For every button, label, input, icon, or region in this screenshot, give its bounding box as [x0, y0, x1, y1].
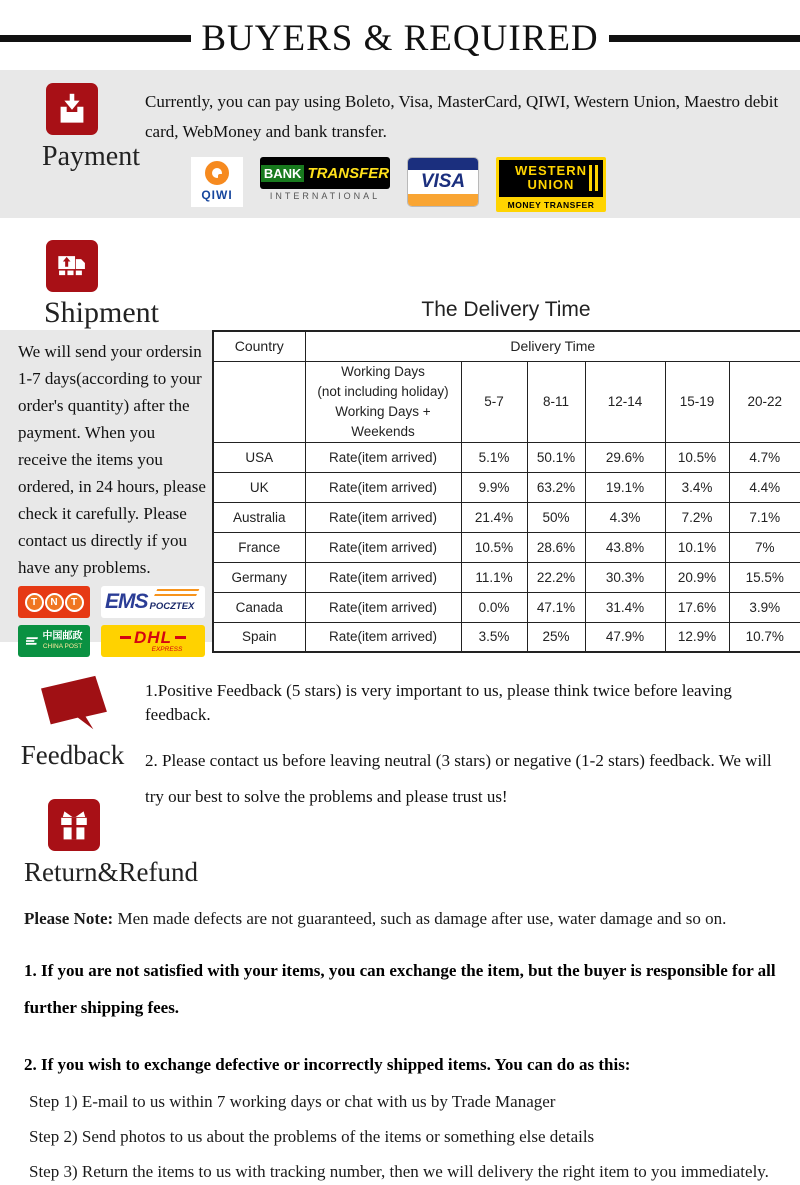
- payment-logos: [191, 157, 782, 212]
- return-refund-label: Return&Refund: [24, 857, 198, 887]
- payment-section: [0, 70, 800, 218]
- shipment-truck-icon: [46, 240, 98, 292]
- shipment-note-panel: [0, 330, 212, 653]
- dhl-logo: DHL EXPRESS: [101, 625, 205, 657]
- feedback-heading-block: [0, 669, 145, 785]
- return-step-3: Step 3) Return the items to us with tracking number, then we will delivery the right item to you immediately.: [29, 1162, 769, 1181]
- qiwi-q-icon: [205, 161, 229, 185]
- payment-icon: [46, 83, 98, 135]
- ems-stripes-icon: [153, 589, 200, 599]
- return-policy-2-heading: 2. If you wish to exchange defective or incorrectly shipped items. You can do as this:: [24, 1055, 631, 1074]
- table-row: Germany Rate(item arrived) 11.1% 22.2% 30.3% 20.9% 15.5%: [213, 562, 800, 592]
- delivery-time-title: The Delivery Time: [421, 298, 591, 321]
- shipment-label: Shipment: [44, 296, 160, 329]
- table-row: USA Rate(item arrived) 5.1% 50.1% 29.6% 10.5% 4.7%: [213, 442, 800, 472]
- bank-transfer-logo: [260, 157, 390, 201]
- ems-pocztex-logo: EMS POCZTEX: [101, 586, 205, 618]
- header: [0, 0, 800, 70]
- table-row: Canada Rate(item arrived) 0.0% 47.1% 31.4% 17.6% 3.9%: [213, 592, 800, 622]
- payment-label: Payment: [42, 141, 140, 172]
- wu-line2: UNION: [527, 177, 575, 192]
- range-header: 20-22: [729, 361, 800, 442]
- bank-transfer-word2: TRANSFER: [307, 164, 390, 182]
- qiwi-logo: [191, 157, 243, 207]
- payment-description: Currently, you can pay using Boleto, Visa, MasterCard, QIWI, Western Union, Maestro debit card, WebMoney and bank transfer.: [145, 92, 779, 141]
- payment-heading-block: [0, 83, 145, 218]
- shipment-section: [0, 218, 800, 653]
- return-steps: [24, 1088, 782, 1185]
- feedback-content: [145, 669, 800, 806]
- return-note: Please Note: Men made defects are not guaranteed, such as damage after use, water damage and so on.: [24, 909, 727, 928]
- feedback-bubble-icon: [33, 673, 113, 735]
- bank-transfer-sub: INTERNATIONAL: [269, 191, 381, 201]
- china-post-emblem-icon: [26, 634, 40, 648]
- return-note-label: Please Note:: [24, 909, 114, 928]
- wu-sub: MONEY TRANSFER: [507, 199, 595, 210]
- return-step-1: Step 1) E-mail to us within 7 working days or chat with us by Trade Manager: [29, 1092, 556, 1111]
- table-header-country: Country: [213, 331, 305, 361]
- feedback-point-2: 2. Please contact us before leaving neutral (3 stars) or negative (1-2 stars) feedback. We will try our best to solve the problems and please trust us!: [145, 751, 772, 806]
- feedback-label: Feedback: [20, 740, 125, 770]
- range-header: 5-7: [461, 361, 527, 442]
- visa-logo: [407, 157, 479, 207]
- table-row: UK Rate(item arrived) 9.9% 63.2% 19.1% 3.4% 4.4%: [213, 472, 800, 502]
- table-row: Spain Rate(item arrived) 3.5% 25% 47.9% 12.9% 10.7%: [213, 622, 800, 652]
- wu-line1: WESTERN: [515, 163, 587, 178]
- range-header: 8-11: [527, 361, 585, 442]
- shipment-heading-block: [0, 218, 212, 330]
- return-step-2: Step 2) Send photos to us about the problems of the items or something else details: [29, 1127, 595, 1146]
- tnt-logo: T N T: [18, 586, 90, 618]
- shipment-note: We will send your ordersin 1-7 days(according to your order's quantity) after the payment. When you receive the items you ordered, in 24 hours, please check it carefully. Please contact us directly if you have any problems.: [18, 342, 206, 577]
- page-title: BUYERS & REQUIRED: [201, 17, 599, 59]
- table-row: France Rate(item arrived) 10.5% 28.6% 43.8% 10.1% 7%: [213, 532, 800, 562]
- title-rule-right: [609, 35, 800, 42]
- table-subheader: Working Days (not including holiday) Working Days + Weekends: [305, 361, 461, 442]
- return-refund-section: [0, 785, 800, 1185]
- range-header: 12-14: [585, 361, 665, 442]
- china-post-logo: 中国邮政 CHINA POST: [18, 625, 90, 657]
- return-policy-1: 1. If you are not satisfied with your items, you can exchange the item, but the buyer is responsible for all further shipping fees.: [24, 961, 776, 1017]
- delivery-time-table: [212, 330, 800, 653]
- gift-box-icon: [48, 799, 100, 851]
- feedback-point-1: 1.Positive Feedback (5 stars) is very important to us, please think twice before leaving feedback.: [145, 681, 732, 724]
- range-header: 15-19: [665, 361, 729, 442]
- title-rule-left: [0, 35, 191, 42]
- feedback-section: [0, 653, 800, 806]
- bank-transfer-word1: BANK: [261, 165, 305, 182]
- table-header-delivery-time: Delivery Time: [305, 331, 800, 361]
- western-union-logo: [496, 157, 606, 212]
- table-row: Australia Rate(item arrived) 21.4% 50% 4.3% 7.2% 7.1%: [213, 502, 800, 532]
- payment-content: [145, 83, 800, 218]
- carrier-logos: [18, 586, 208, 657]
- qiwi-logo-text: QIWI: [201, 188, 233, 202]
- visa-logo-text: VISA: [420, 171, 466, 192]
